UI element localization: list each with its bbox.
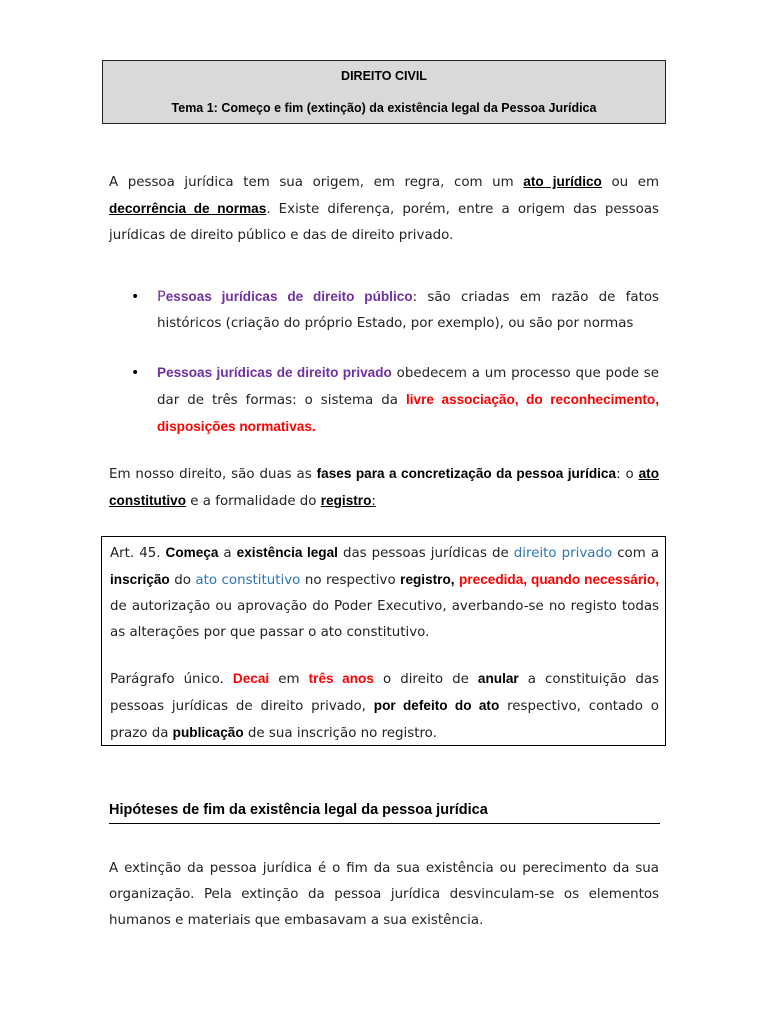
art-text-4: com a	[612, 546, 660, 561]
art-term-existencia: existência legal	[236, 545, 338, 560]
bullet-label-publico: essoas jurídicas de direito público	[165, 289, 413, 304]
pu-text-3: o direito de	[373, 672, 478, 687]
document-title-box	[102, 60, 666, 124]
art-term-registro: registro,	[400, 572, 455, 587]
intro-text-3: . Existe diferença, porém, entre a origem das pessoas jurídicas de direito público e das de direito privado.	[109, 202, 659, 243]
bullet-item-publico	[131, 284, 659, 337]
art-text-2: a	[218, 546, 237, 561]
pu-text-1: Parágrafo único.	[110, 672, 233, 687]
pu-text-4: a constituição das pessoas jurídicas de direito privado,	[110, 672, 660, 714]
bullet-item-privado	[131, 360, 660, 441]
pu-text-5: respectivo, contado o prazo da	[110, 699, 659, 741]
pu-term-defeito: por defeito do ato	[373, 698, 500, 713]
intro-term-ato-juridico: ato jurídico	[523, 174, 602, 189]
extinction-text: A extinção da pessoa jurídica é o fim da sua existência ou perecimento da sua organização. Pela extinção da pessoa jurídica desvinculam-se os elementos humanos e materiais que embasavam a sua existência.	[109, 861, 659, 928]
intro-text-1: A pessoa jurídica tem sua origem, em regra, com um	[109, 175, 524, 190]
art-term-inscricao: inscrição	[110, 572, 170, 587]
phases-term-ato-constitutivo: ato constitutivo	[109, 466, 659, 508]
art-text-1: Art. 45.	[110, 546, 166, 561]
bullet-highlight-forms: livre associação, do reconhecimento, disposições normativas.	[157, 392, 659, 434]
section-heading: Hipóteses de fim da existência legal da pessoa jurídica	[109, 802, 660, 824]
phases-text-1: Em nosso direito, são duas as	[109, 467, 317, 482]
intro-paragraph	[109, 169, 659, 249]
bullet-first-letter: P	[157, 289, 166, 305]
bullet-text-publico: : são criadas em razão de fatos históricos (criação do próprio Estado, por exemplo), ou são por normas	[157, 290, 659, 331]
art-text-8: de autorização ou aprovação do Poder Executivo, averbando-se no registo todas as alterações por que passar o ato constitutivo.	[110, 599, 659, 640]
extinction-paragraph	[109, 856, 659, 934]
phases-term-registro: registro	[320, 493, 372, 508]
article-45-box	[101, 536, 666, 746]
article-45-paragraph	[110, 540, 659, 646]
bullet-label-privado: Pessoas jurídicas de direito privado	[157, 365, 392, 380]
art-text-6: no respectivo	[300, 573, 401, 588]
art-term-ato-constitutivo: ato constitutivo	[195, 573, 301, 588]
art-term-direito-privado: direito privado	[513, 546, 613, 561]
art-term-precedida: precedida, quando necessário,	[459, 572, 659, 587]
bullet-text-privado: obedecem a um processo que pode se dar de três formas: o sistema da	[157, 366, 660, 408]
bullet-dot-icon: •	[131, 289, 140, 305]
phases-text-3: e a formalidade do	[186, 494, 321, 509]
art-term-comeca: Começa	[165, 545, 219, 560]
bullet-dot-icon: •	[131, 365, 140, 381]
intro-text-2: ou em	[601, 175, 659, 190]
pu-term-decai: Decai	[232, 671, 270, 686]
pu-term-tres-anos: três anos	[308, 671, 374, 686]
phases-text-4: :	[371, 494, 376, 509]
pu-text-6: de sua inscrição no registro.	[243, 726, 437, 741]
intro-term-decorrencia: decorrência de normas	[109, 201, 267, 216]
topic-title: Tema 1: Começo e fim (extinção) da existência legal da Pessoa Jurídica	[171, 101, 597, 115]
article-paragrafo-unico	[110, 666, 659, 747]
course-title: DIREITO CIVIL	[341, 69, 427, 83]
pu-text-2: em	[269, 672, 309, 687]
pu-term-publicacao: publicação	[172, 725, 244, 740]
art-text-3: das pessoas jurídicas de	[337, 546, 514, 561]
phases-term-fases: fases para a concretização da pessoa jurídica	[316, 466, 617, 481]
phases-paragraph	[109, 461, 659, 515]
pu-term-anular: anular	[477, 671, 519, 686]
phases-text-2: : o	[616, 467, 639, 482]
art-text-5: do	[169, 573, 196, 588]
